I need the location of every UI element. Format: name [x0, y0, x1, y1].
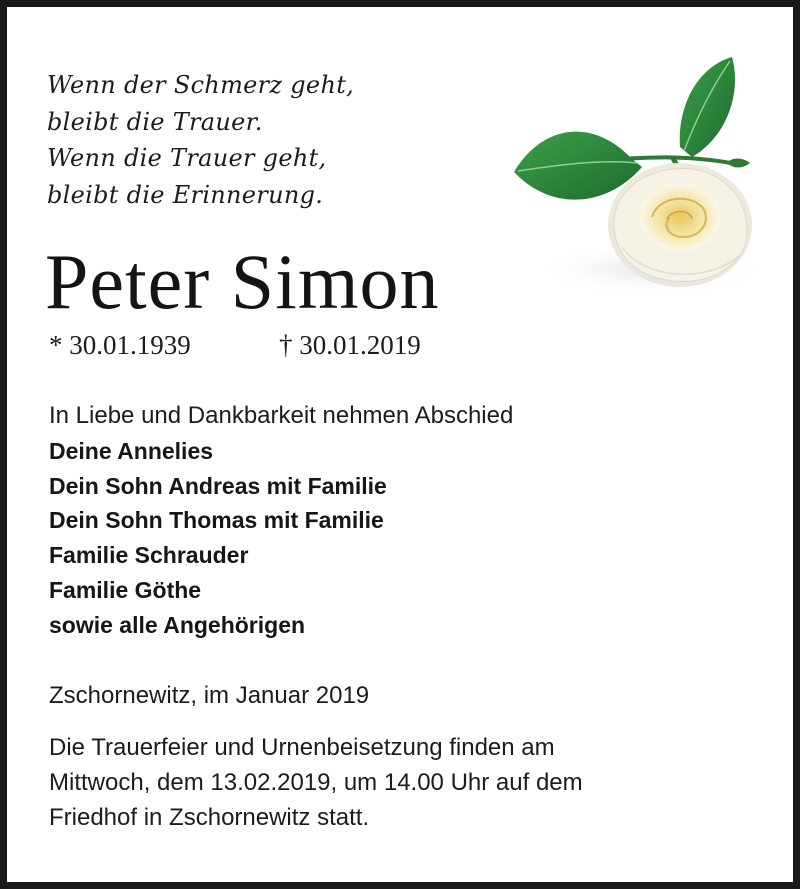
- farewell-intro: In Liebe und Dankbarkeit nehmen Abschied: [49, 402, 514, 429]
- life-dates: [49, 327, 421, 363]
- poem-line: Wenn die Trauer geht,: [47, 144, 327, 172]
- mourner: Deine Annelies: [49, 438, 214, 464]
- poem-line: bleibt die Trauer.: [47, 107, 263, 136]
- death-date: † 30.01.2019: [279, 330, 421, 360]
- service-line: Die Trauerfeier und Urnenbeisetzung finden am: [49, 734, 555, 761]
- service-info: [49, 730, 583, 835]
- place-and-date: Zschornewitz, im Januar 2019: [49, 682, 370, 709]
- mourner: Dein Sohn Thomas mit Familie: [49, 507, 384, 534]
- deceased-name: Peter Simon: [45, 238, 440, 325]
- service-line: Mittwoch, dem 13.02.2019, um 14.00 Uhr auf dem: [49, 769, 583, 796]
- mourner: Familie Göthe: [49, 576, 202, 603]
- poem: [47, 67, 354, 213]
- service-line: Friedhof in Zschornewitz statt.: [49, 804, 370, 831]
- poem-line: bleibt die Erinnerung.: [47, 180, 324, 209]
- white-rose-image: [502, 47, 762, 302]
- mourner: Familie Schrauder: [49, 542, 249, 569]
- birth-date: * 30.01.1939: [49, 330, 191, 360]
- mourners-list: [49, 434, 387, 642]
- mourner: sowie alle Angehörigen: [49, 611, 306, 638]
- poem-line: Wenn der Schmerz geht,: [47, 71, 355, 99]
- mourner: Dein Sohn Andreas mit Familie: [49, 472, 387, 499]
